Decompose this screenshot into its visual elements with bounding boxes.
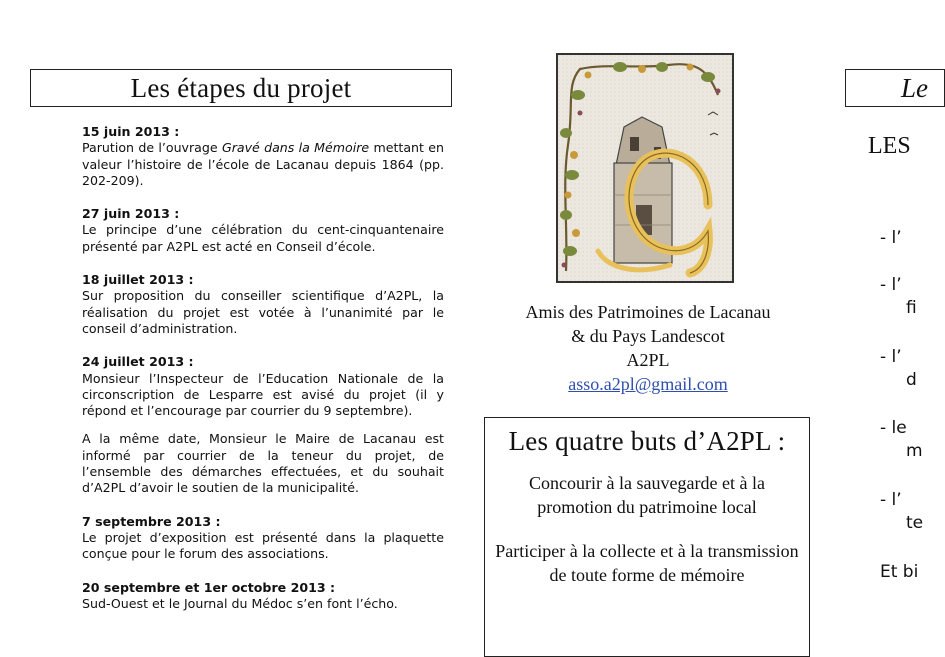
entry-text: Monsieur l’Inspecteur de l’Education Nationale de la circonscription de Lesparre est avisé du projet (il y répond et l’encourage par courrier du 9 septembre). [82, 370, 444, 419]
right-bullet-continuation: fi [906, 298, 917, 318]
right-bullet: - l’ [880, 347, 902, 367]
timeline-section [30, 69, 452, 629]
timeline-entry [82, 354, 444, 419]
right-bullet: - le [880, 418, 907, 438]
goal-item: Concourir à la sauvegarde et à la promotion du patrimoine local [529, 473, 765, 517]
goals-title: Les quatre buts d’A2PL : [508, 426, 786, 456]
right-heading: LES [868, 133, 911, 159]
association-info [470, 300, 826, 396]
right-section-title: Le [845, 69, 945, 107]
book-title: Gravé dans la Mémoire [221, 140, 370, 156]
entry-date: 27 juin 2013 : [82, 206, 180, 222]
entry-text: Sur proposition du conseiller scientifique d’A2PL, la réalisation du projet est votée à l’unanimité par le conseil d’administration. [82, 288, 444, 336]
entry-date: 20 septembre et 1er octobre 2013 : [82, 579, 336, 595]
section-title: Les étapes du projet [30, 69, 452, 107]
entry-date: 18 juillet 2013 : [82, 272, 194, 288]
association-name-line2: & du Pays Landescot [571, 326, 725, 346]
timeline-entry [82, 580, 444, 613]
right-closing: Et bi [880, 562, 919, 582]
entry-text: Sud-Ouest et le Journal du Médoc s’en font l’écho. [82, 595, 398, 611]
timeline-entry [82, 206, 444, 255]
right-section [845, 69, 945, 107]
email-link[interactable]: asso.a2pl@gmail.com [568, 374, 728, 394]
goal-item: Participer à la collecte et à la transmission de toute forme de mémoire [495, 541, 799, 585]
timeline-entry [82, 272, 444, 337]
entry-date: 24 juillet 2013 : [82, 354, 194, 370]
right-bullet: - l’ [880, 228, 902, 248]
right-bullet-continuation: te [906, 513, 924, 533]
entry-date: 15 juin 2013 : [82, 124, 180, 139]
entry-text-part: mettant en valeur l’histoire de l’école de Lacanau depuis 1864 (pp. 202-209). [82, 140, 444, 188]
entry-text-part: Parution de l’ouvrage [82, 140, 222, 156]
association-acronym: A2PL [626, 350, 670, 370]
timeline-entry [82, 124, 444, 189]
a2pl-logo [556, 53, 734, 283]
entry-text [82, 140, 444, 189]
timeline-list [82, 124, 444, 612]
association-name-line1: Amis des Patrimoines de Lacanau [525, 302, 771, 322]
entry-date: 7 septembre 2013 : [82, 513, 221, 529]
right-bullet-continuation: m [906, 441, 923, 461]
right-bullet: - l’ [880, 275, 902, 295]
logo-illustration [558, 55, 732, 281]
timeline-entry [82, 431, 444, 496]
right-bullet: - l’ [880, 490, 902, 510]
goals-box [484, 417, 810, 657]
entry-text: Le projet d’exposition est présenté dans la plaquette conçue pour le forum des associations. [82, 529, 444, 562]
entry-text: A la même date, Monsieur le Maire de Lacanau est informé par courrier de la teneur du projet, de l’ensemble des démarches effectuées, et du souhait d’A2PL d’avoir le soutien de la municipalité. [82, 431, 444, 496]
right-bullet-continuation: d [906, 370, 917, 390]
entry-text: Le principe d’une célébration du cent-cinquantenaire présenté par A2PL est acté en Conseil d’école. [82, 222, 444, 254]
timeline-entry [82, 514, 444, 563]
